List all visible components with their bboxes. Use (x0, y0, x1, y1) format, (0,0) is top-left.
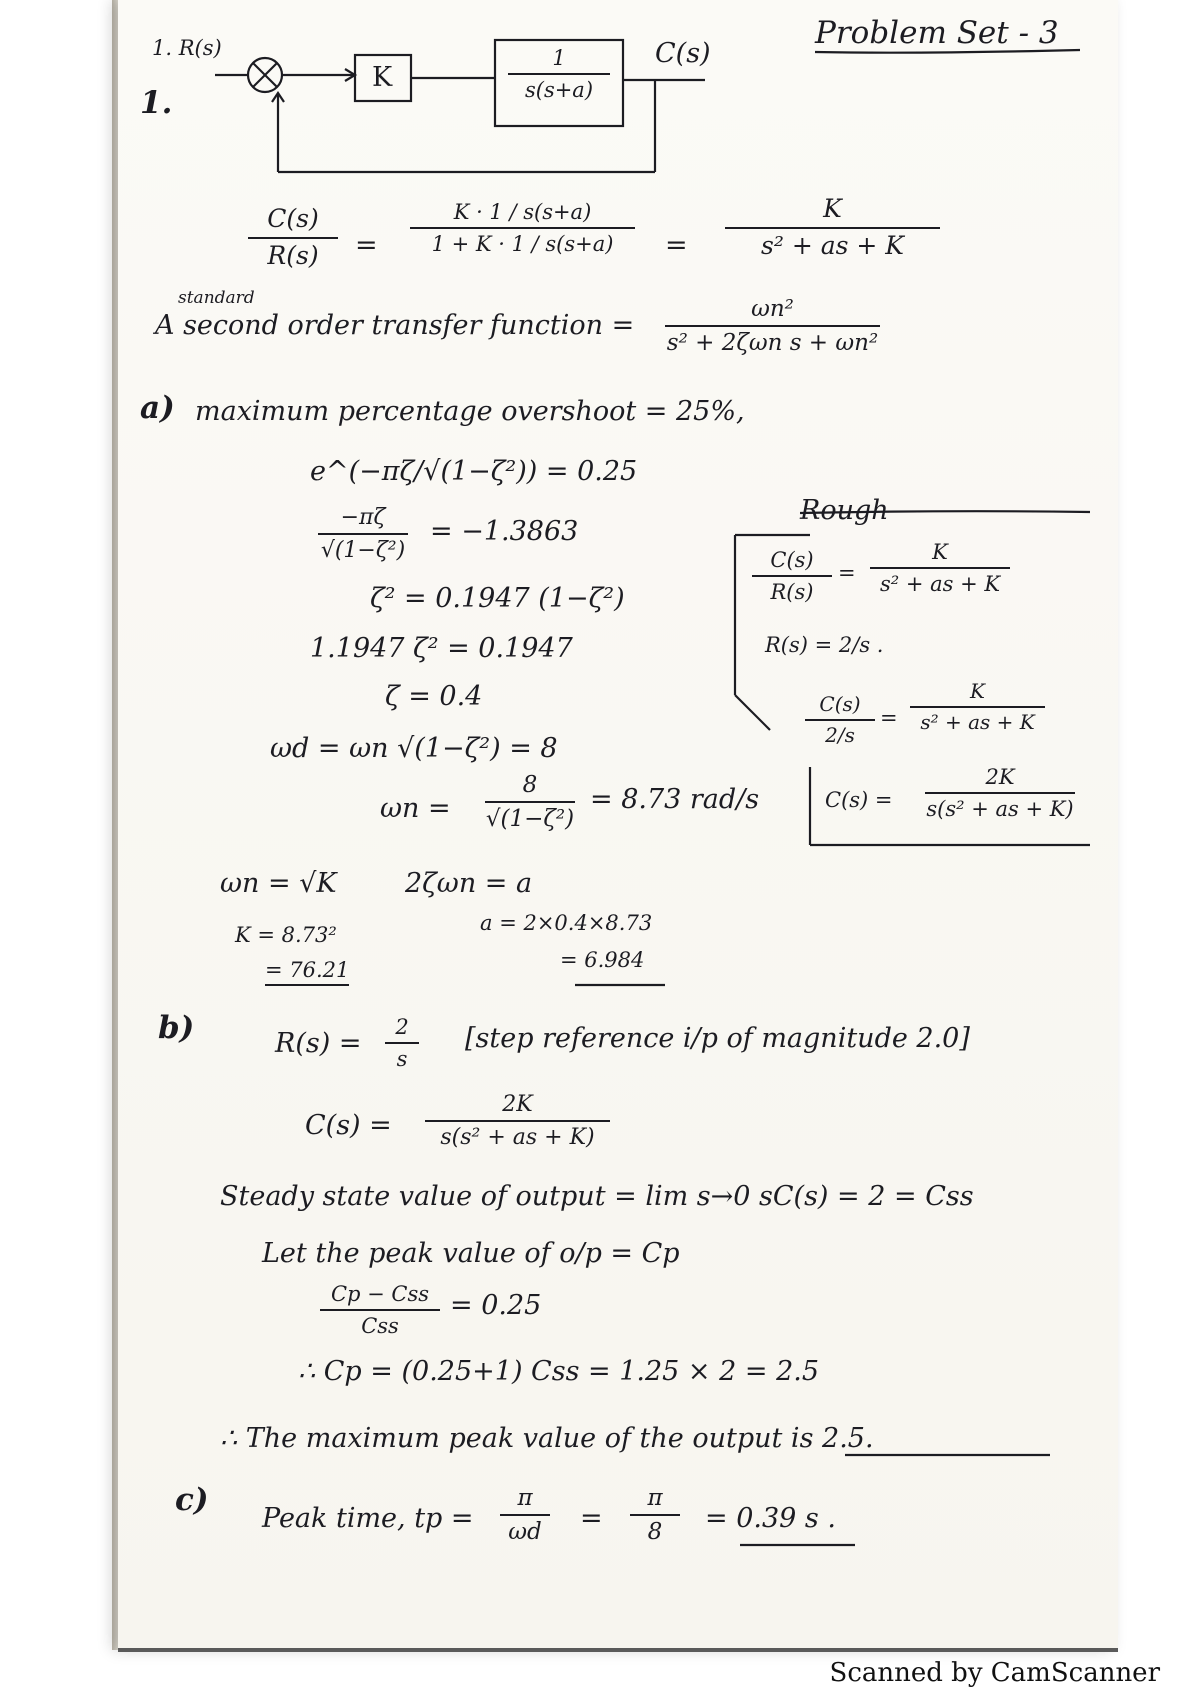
peak-conclusion: ∴ The maximum peak value of the output is 2.5. (220, 1423, 874, 1454)
eq-a-relation: 2ζωn = a (405, 868, 533, 899)
rough-c-frac: 2K s(s² + as + K) (926, 765, 1074, 822)
part-b-c-frac: 2K s(s² + as + K) (425, 1092, 610, 1151)
part-b-label: b) (158, 1010, 195, 1046)
plant-transfer-function (508, 46, 610, 102)
eq-zeta-solve: 1.1947 ζ² = 0.1947 (310, 633, 573, 664)
input-label: 1. R(s) (152, 36, 222, 60)
steady-state-line: Steady state value of output = lim s→0 sC(s) = 2 = Css (220, 1181, 974, 1212)
eq-a-value: = 6.984 (560, 948, 645, 972)
eq-zeta-sq: ζ² = 0.1947 (1−ζ²) (370, 583, 625, 614)
problem-number: 1. (140, 85, 173, 121)
peak-time-lhs: Peak time, tp = (262, 1503, 474, 1534)
peak-time-frac-1: π ωd (500, 1485, 550, 1546)
eq-wn-sqrtk: ωn = √K (220, 868, 337, 899)
eq-k-value: = 76.21 (265, 960, 349, 981)
plant-den: s(s+a) (524, 78, 594, 103)
part-a-statement: maximum percentage overshoot = 25%, (195, 396, 745, 427)
eq-zeta-value: ζ = 0.4 (385, 681, 483, 712)
standard-label: A second order transfer function = (155, 310, 635, 341)
peak-value: 2.5. (822, 1423, 874, 1454)
eq-ln-value: = −1.3863 (430, 516, 579, 547)
peak-definition: Let the peak value of o/p = Cp (262, 1238, 680, 1269)
tf-rhs: K s² + as + K (725, 195, 940, 261)
part-a-label: a) (140, 390, 175, 426)
scanned-page: Problem Set - 3 1. 1. R(s) K 1 s(s+a) C(s) C(s) R(s) = K · 1 / s(s+a) 1 + K · 1 / s(s+a) = K s² + as + K standard A second order transfer function = ωn² s² + 2ζωn s + ωn² a) maximum percentage overshoot = 25%, e^(−πζ/√(1−ζ²)) = 0.25 −πζ √(1−ζ²) = −1.3863 ζ² = 0.1947 (1−ζ²) 1.1947 ζ² = 0.1947 ζ = 0.4 ωd = ωn √(1−ζ²) = 8 ωn = 8 √(1−ζ²) = 8.73 rad/s ωn = √K 2ζωn = a K = 8.73² a = 2×0.4×8.73 = 76.21 = 6.984 Rough C(s) R(s) = K s² + as + K R(s) = 2/s . C(s) 2/s = K s² + as + K C(s) = 2K s(s² + as + K) b) R(s) = 2 s [step reference i/p of magnitude 2.0] C(s) = 2K s(s² + as + K) Steady state value of output = lim s→0 sC(s) = 2 = Css Let the peak value of o/p = Cp Cp − Css Css = 0.25 ∴ Cp = (0.25+1) Css = 1.25 × 2 = 2.5 ∴ The maximum peak value of the output is 2.5. c) Peak time, tp = π ωd = π 8 = 0.39 s . Scanned by CamScanner (0, 0, 1200, 1698)
eq-zeta-ratio: −πζ √(1−ζ²) (318, 505, 408, 564)
eq-overshoot: e^(−πζ/√(1−ζ²)) = 0.25 (310, 456, 638, 487)
eq-wn-frac: 8 √(1−ζ²) (485, 772, 575, 833)
eq-wn-lhs: ωn = (380, 793, 451, 824)
part-b-input-note: [step reference i/p of magnitude 2.0] (465, 1023, 970, 1054)
tf-mid: K · 1 / s(s+a) 1 + K · 1 / s(s+a) (410, 200, 635, 256)
scanner-watermark: Scanned by CamScanner (829, 1658, 1160, 1688)
standard-form: ωn² s² + 2ζωn s + ωn² (666, 296, 879, 357)
eq-wn-value: = 8.73 rad/s (590, 784, 760, 815)
standard-note: standard (178, 288, 255, 308)
eq-k-square: K = 8.73² (235, 923, 337, 947)
rough-rhs-repeat: K s² + as + K (910, 680, 1045, 734)
gain-label: K (372, 62, 393, 93)
overshoot-ratio: Cp − Css Css (320, 1282, 440, 1338)
part-b-r-frac: 2 s (385, 1015, 419, 1071)
output-label: C(s) (655, 38, 711, 69)
peak-calc: ∴ Cp = (0.25+1) Css = 1.25 × 2 = 2.5 (298, 1356, 820, 1387)
part-c-label: c) (175, 1482, 209, 1518)
page-title: Problem Set - 3 (815, 15, 1059, 51)
peak-time-frac-2: π 8 (630, 1485, 680, 1546)
overshoot-ratio-value: = 0.25 (450, 1290, 542, 1321)
tf-lhs: C(s) R(s) (248, 205, 338, 271)
rough-title: Rough (800, 495, 889, 526)
eq-a-calc: a = 2×0.4×8.73 (480, 911, 653, 935)
eq-wd: ωd = ωn √(1−ζ²) = 8 (270, 733, 558, 764)
plant-num: 1 (552, 46, 566, 70)
rough-c-lhs: C(s) = (825, 788, 893, 812)
rough-c-over-input: C(s) 2/s (805, 693, 875, 747)
rough-tf-lhs: C(s) R(s) (752, 548, 832, 604)
peak-time-result: = 0.39 s . (705, 1503, 836, 1534)
rough-input: R(s) = 2/s . (765, 633, 884, 657)
part-b-r-lhs: R(s) = (275, 1028, 362, 1059)
rough-tf-rhs: K s² + as + K (870, 540, 1010, 596)
part-b-c-lhs: C(s) = (305, 1110, 392, 1141)
